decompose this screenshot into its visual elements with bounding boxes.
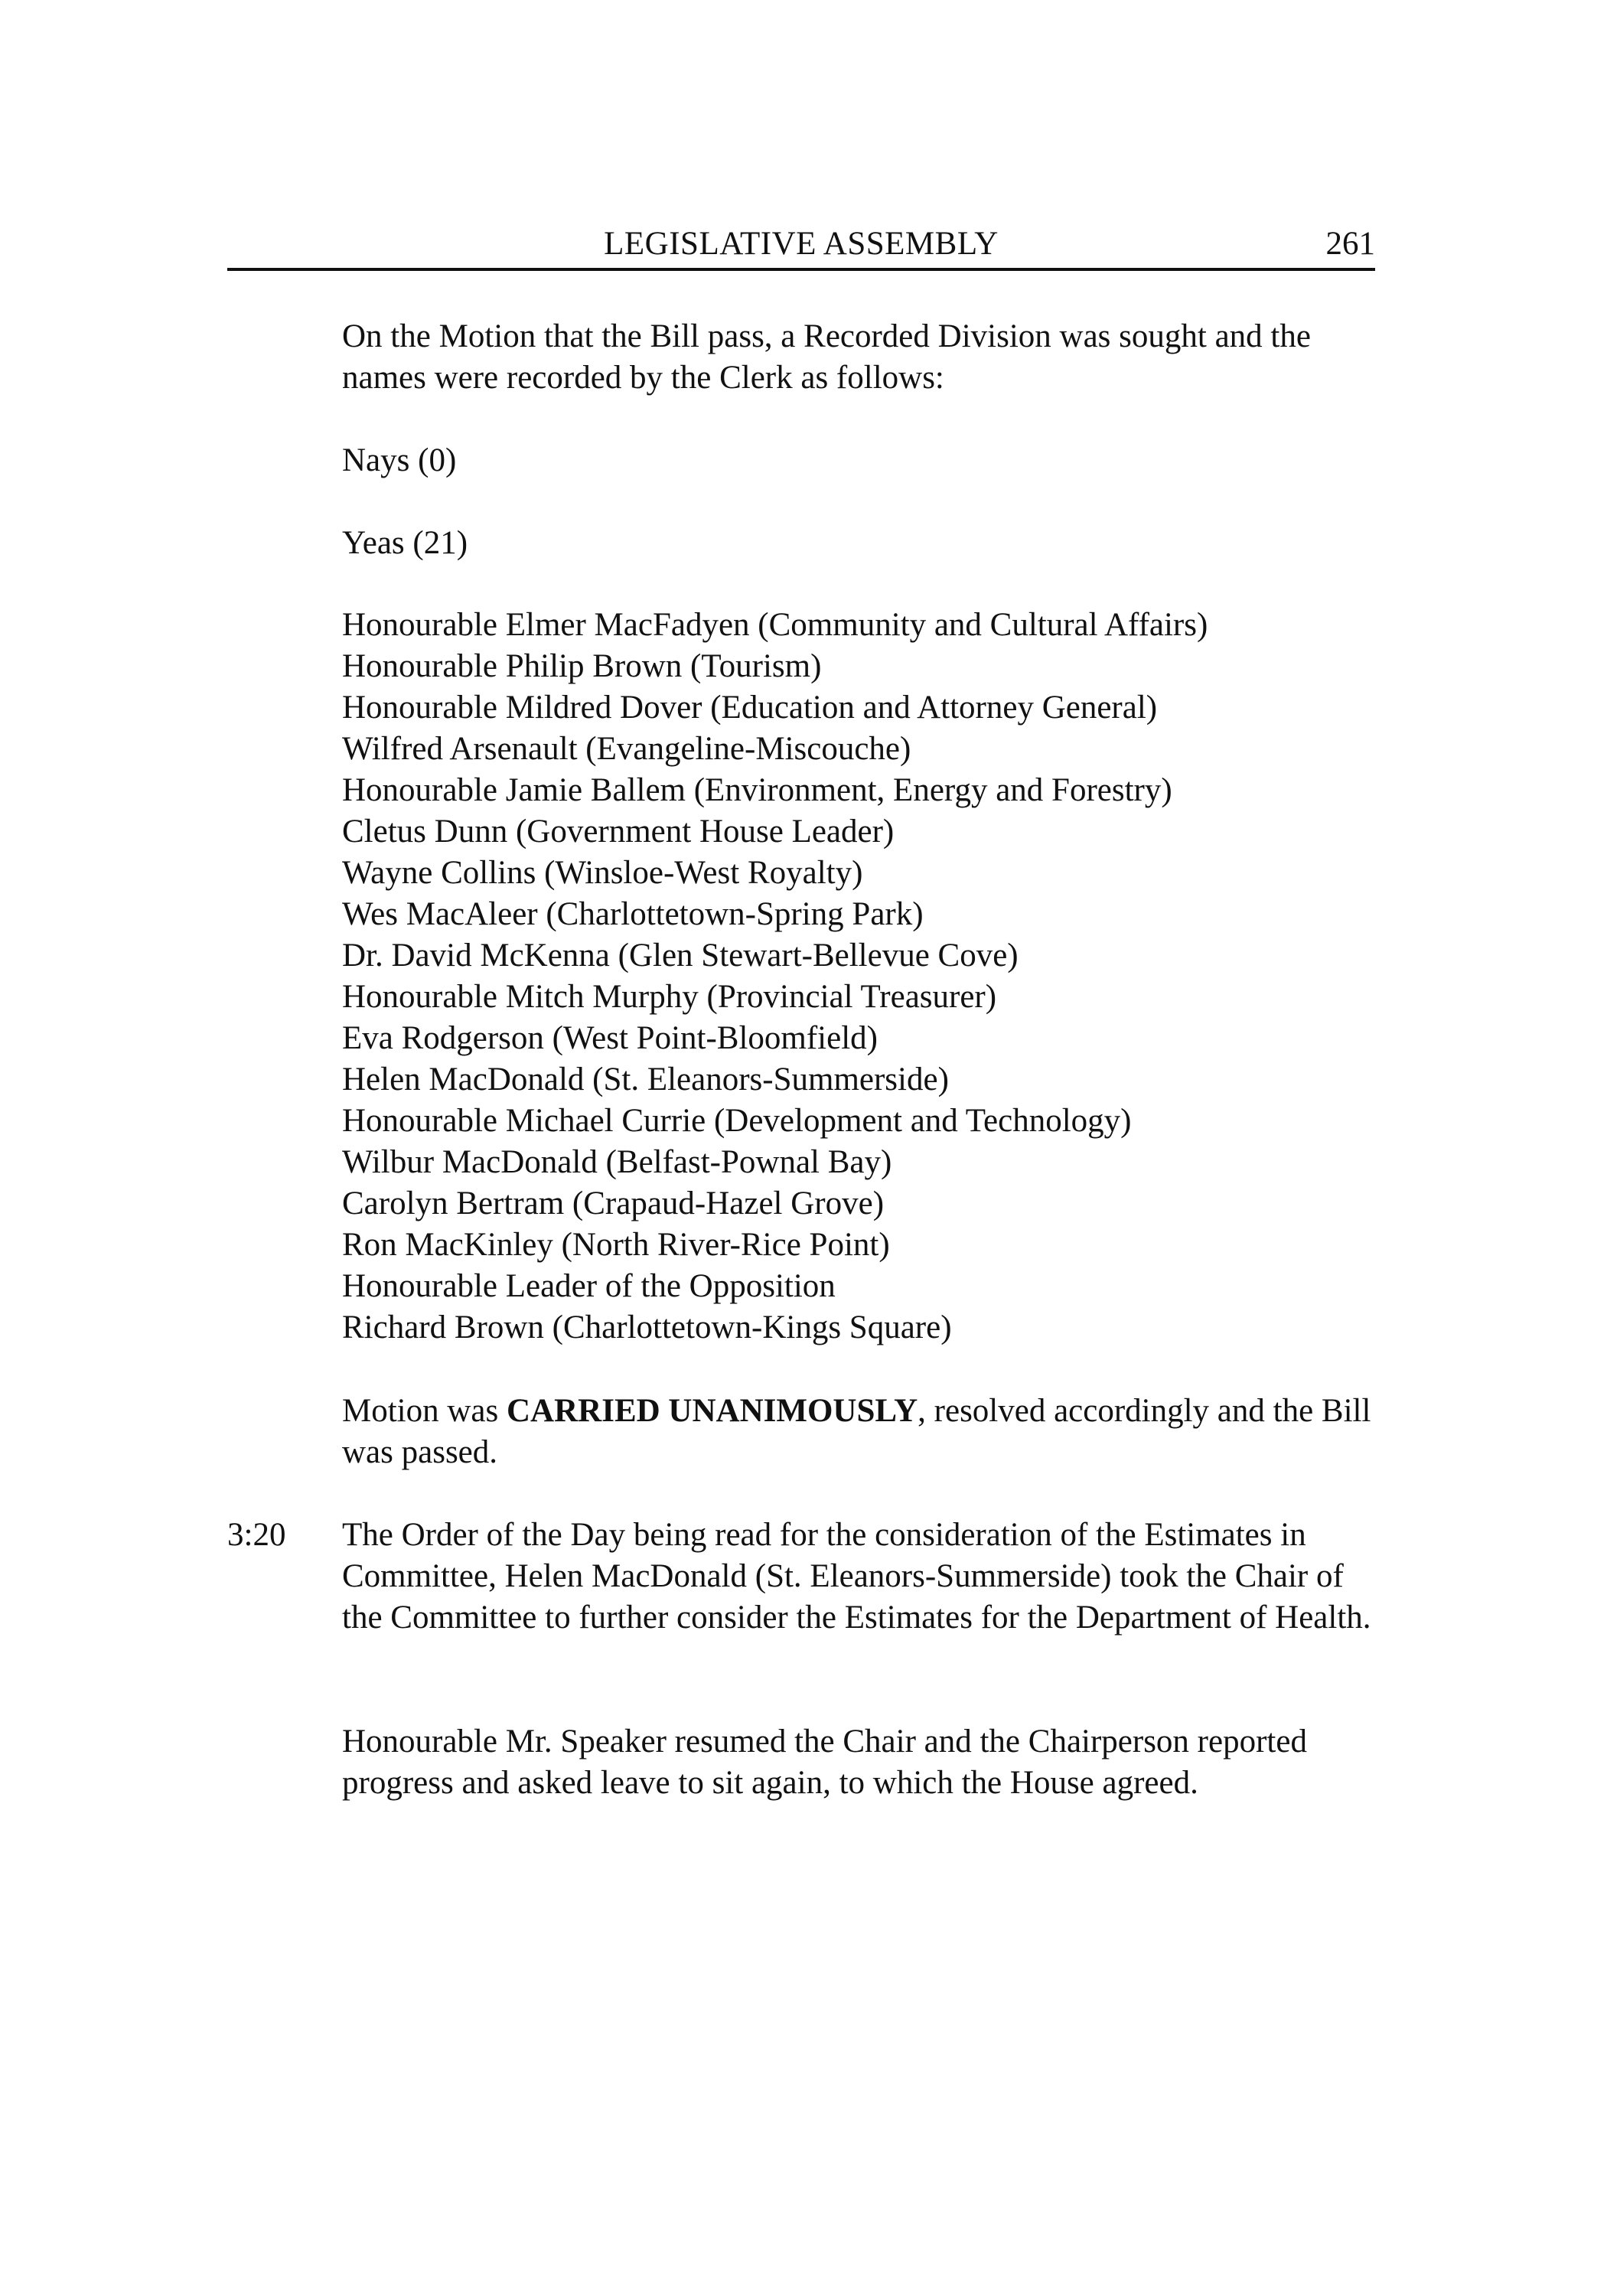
motion-result-suffix: , resolved accordingly and the Bill was passed. [342,1393,1371,1470]
list-item: Helen MacDonald (St. Eleanors-Summerside) [342,1062,949,1097]
header-title: LEGISLATIVE ASSEMBLY [604,226,999,262]
list-item: Wilfred Arsenault (Evangeline-Miscouche) [342,731,911,767]
yeas-name-list [342,605,1379,1349]
list-item: Wilbur MacDonald (Belfast-Pownal Bay) [342,1144,892,1180]
motion-result-paragraph [342,1391,1379,1473]
list-item: Honourable Elmer MacFadyen (Community and Cultural Affairs) [342,607,1208,643]
motion-result-emphasis: CARRIED UNANIMOUSLY [507,1393,918,1429]
yeas-count: Yeas (21) [342,525,468,561]
list-item: Honourable Leader of the Opposition [342,1268,836,1304]
list-item: Wayne Collins (Winsloe-West Royalty) [342,855,863,891]
motion-result-prefix: Motion was [342,1393,507,1429]
speaker-paragraph: Honourable Mr. Speaker resumed the Chair and the Chairperson reported progress and asked leave to sit again, to which the House agreed. [342,1724,1307,1801]
list-item: Eva Rodgerson (West Point-Bloomfield) [342,1020,878,1056]
list-item: Cletus Dunn (Government House Leader) [342,814,895,850]
page-header [227,220,1375,271]
page-number: 261 [1325,226,1375,262]
order-of-day-paragraph: The Order of the Day being read for the consideration of the Estimates in Committee, Helen MacDonald (St. Eleanors-Summerside) took the Chair of the Committee to further consider the Estimates for the Department of Health. [342,1517,1371,1636]
list-item: Honourable Michael Currie (Development and Technology) [342,1103,1132,1139]
intro-paragraph: On the Motion that the Bill pass, a Recorded Division was sought and the names were recorded by the Clerk as follows: [342,318,1311,396]
list-item: Honourable Philip Brown (Tourism) [342,648,822,684]
list-item: Honourable Jamie Ballem (Environment, Energy and Forestry) [342,772,1172,808]
list-item: Honourable Mitch Murphy (Provincial Treasurer) [342,979,997,1015]
nays-count: Nays (0) [342,442,457,478]
list-item: Wes MacAleer (Charlottetown-Spring Park) [342,896,924,932]
list-item: Dr. David McKenna (Glen Stewart-Bellevue Cove) [342,938,1019,974]
order-time: 3:20 [227,1517,286,1553]
list-item: Carolyn Bertram (Crapaud-Hazel Grove) [342,1186,885,1221]
list-item: Honourable Mildred Dover (Education and Attorney General) [342,690,1158,726]
list-item: Ron MacKinley (North River-Rice Point) [342,1227,890,1263]
list-item: Richard Brown (Charlottetown-Kings Square) [342,1309,952,1345]
